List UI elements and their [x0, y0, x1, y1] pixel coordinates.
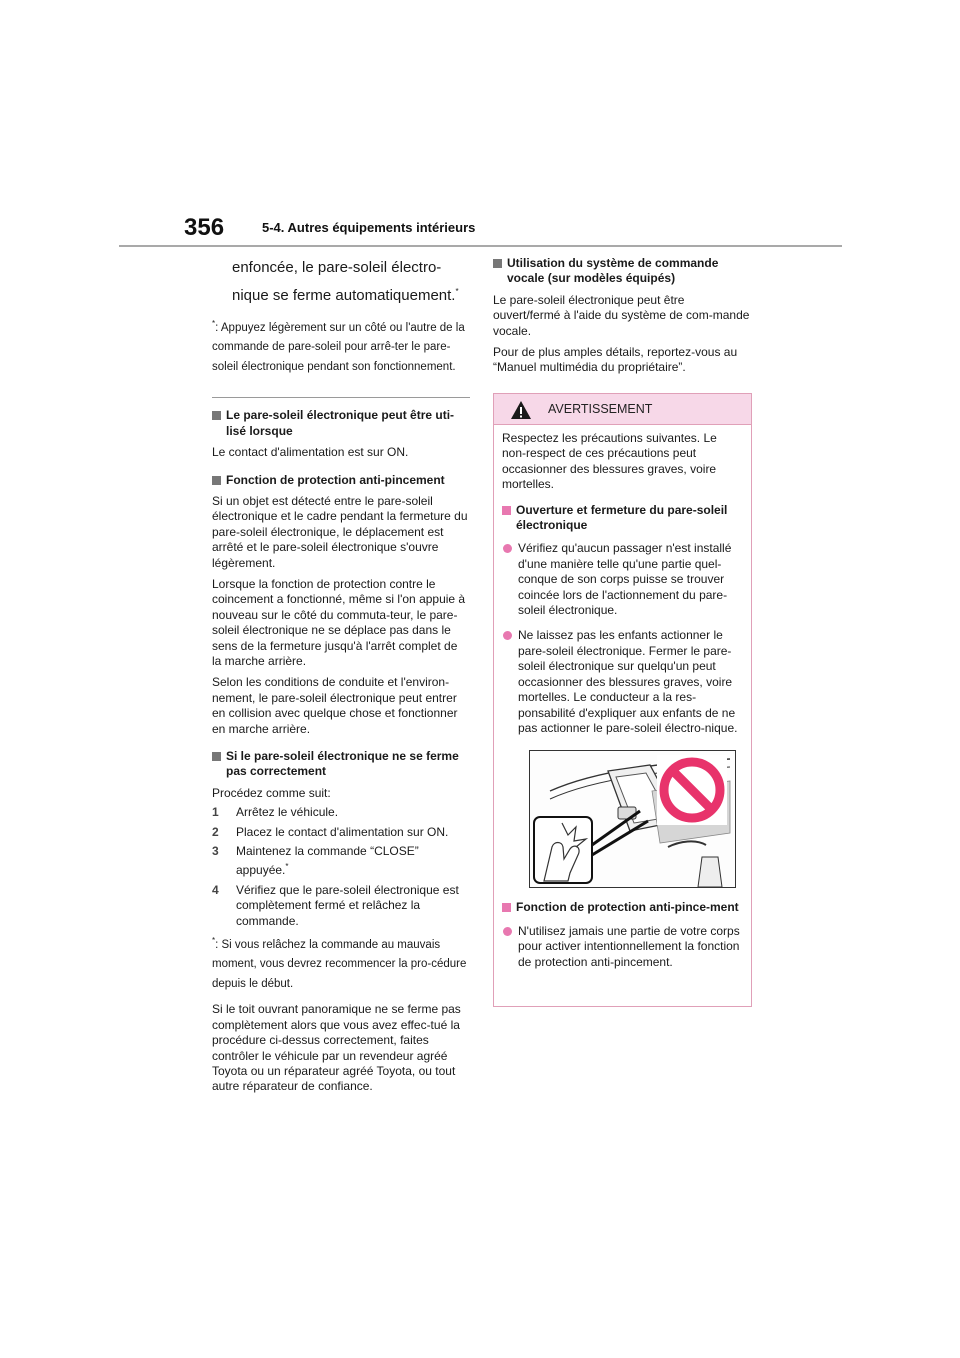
- step-number: 4: [212, 882, 219, 897]
- paragraph: Le pare-soleil électronique peut être ouvert/fermé à l'aide du système de com-mande vocale.: [493, 292, 750, 338]
- heading-text: Le pare-soleil électronique peut être uti-lisé lorsque: [226, 408, 455, 438]
- round-bullet-icon: [503, 544, 512, 553]
- square-bullet-icon: [212, 411, 221, 420]
- warning-triangle-icon: [510, 400, 532, 420]
- heading-text: Fonction de protection anti-pince-ment: [516, 900, 739, 915]
- footnote-1-text: : Appuyez légèrement sur un côté ou l'autre de la commande de pare-soleil pour arrê-ter le pare-soleil électronique pendant son fonctionnement.: [212, 321, 465, 373]
- heading-usable-when: [212, 408, 470, 439]
- bullet-text: Vérifiez qu'aucun passager n'est installé d'une manière telle qu'une partie quel-conque de son corps puisse se trouver coincée lors de l'actionnement du pare-soleil électronique.: [518, 541, 732, 618]
- lead-text-2: [212, 280, 470, 308]
- section-title: 5-4. Autres équipements intérieurs: [262, 220, 476, 235]
- step-text: Arrêtez le véhicule.: [236, 805, 339, 820]
- footnote-marker: *: [285, 862, 289, 872]
- square-bullet-icon: [502, 903, 511, 912]
- warning-box: [493, 393, 752, 1007]
- square-bullet-icon: [212, 476, 221, 485]
- page-number: 356: [184, 214, 225, 241]
- paragraph: Lorsque la fonction de protection contre le coincement a fonctionné, même si l'on appuie à nouveau sur le côté du commuta-teur, le pare-soleil électronique ne se déplace pas dans le sens de la fermeture jusqu'à l'arrêt complet de la marche arrière.: [212, 576, 466, 669]
- step-text: Vérifiez que le pare-soleil électronique est complètement fermé et relâchez la commande.: [236, 882, 459, 928]
- bullet-text: N'utilisez jamais une partie de votre corps pour activer intentionnellement la fonction de protection anti-pincement.: [518, 923, 740, 969]
- footnote-marker: *: [455, 287, 459, 296]
- warning-heading-anti-pinch: [502, 900, 743, 915]
- step-item: [212, 883, 470, 929]
- warning-bullet: [502, 924, 743, 970]
- lead-text: [212, 256, 470, 280]
- footnote-1: [212, 314, 470, 377]
- warning-title: AVERTISSEMENT: [548, 402, 653, 416]
- lead-line-2: nique se ferme automatiquement.: [232, 287, 456, 304]
- warning-intro: Respectez les précautions suivantes. Le non-respect de ces précautions peut occasionner des blessures graves, voire mortelles.: [502, 431, 717, 492]
- step-item: [212, 805, 470, 820]
- step-text: Maintenez la commande “CLOSE” appuyée.: [236, 844, 419, 878]
- heading-text: Utilisation du système de commande vocale (sur modèles équipés): [507, 256, 719, 286]
- paragraph: Le contact d'alimentation est sur ON.: [212, 445, 409, 460]
- paragraph: Selon les conditions de conduite et l'environ-nement, le pare-soleil électronique peut entrer en collision avec quelque chose et fonctionner en marche arrière.: [212, 675, 458, 736]
- left-column: [212, 256, 470, 1095]
- paragraph: Pour de plus amples détails, reportez-vous au “Manuel multimédia du propriétaire”.: [493, 345, 738, 375]
- footnote-2-text: : Si vous relâchez la commande au mauvais moment, vous devrez recommencer la pro-cédure depuis le début.: [212, 938, 467, 990]
- paragraph: Procédez comme suit:: [212, 785, 331, 800]
- warning-illustration: [529, 750, 736, 888]
- square-bullet-icon: [502, 506, 511, 515]
- footnote-2: [212, 931, 470, 994]
- warning-bullet: [502, 628, 743, 736]
- lead-line-1: enfoncée, le pare-soleil électro-: [232, 259, 442, 276]
- footnote-2-asterisk: *: [212, 936, 216, 946]
- heading-voice-command: [493, 256, 751, 287]
- round-bullet-icon: [503, 631, 512, 640]
- heading-text: Fonction de protection anti-pincement: [226, 472, 445, 487]
- step-item: [212, 825, 470, 840]
- heading-text: Ouverture et fermeture du pare-soleil électronique: [516, 502, 728, 533]
- heading-text: Si le pare-soleil électronique ne se ferme pas correctement: [226, 749, 459, 779]
- square-bullet-icon: [212, 752, 221, 761]
- divider: [212, 397, 470, 398]
- heading-anti-pinch: [212, 473, 470, 488]
- step-number: 1: [212, 805, 219, 820]
- paragraph: Si un objet est détecté entre le pare-soleil électronique et le cadre pendant la fermeture du pare-soleil électronique, le déplacement est arrêté et le pare-soleil électronique s'ouvre légèrement.: [212, 493, 468, 570]
- prohibition-icon: [657, 755, 727, 825]
- warning-bullet: [502, 541, 743, 618]
- footnote-1-asterisk: *: [212, 319, 216, 328]
- bullet-text: Ne laissez pas les enfants actionner le pare-soleil électronique. Fermer le pare-soleil électronique sur quelqu'un peut occasionner des blessures graves, voire mortelles. Le conducteur a la res-ponsabilité d'expliquer aux enfants de ne pas actionner le pare-soleil électro-nique.: [518, 628, 738, 735]
- step-text: Placez le contact d'alimentation sur ON.: [236, 824, 449, 839]
- warning-header: [494, 394, 751, 425]
- header-rule: [119, 245, 842, 247]
- heading-not-closing: [212, 749, 470, 780]
- square-bullet-icon: [493, 259, 502, 268]
- round-bullet-icon: [503, 927, 512, 936]
- warning-heading-open-close: [502, 503, 743, 534]
- step-number: 3: [212, 844, 219, 859]
- step-item: [212, 844, 470, 879]
- right-column: [493, 256, 751, 376]
- paragraph: Si le toit ouvrant panoramique ne se ferme pas complètement alors que vous avez effec-tué la procédure ci-dessus correctement, faites contrôler le véhicule par un revendeur agréé Toyota ou un réparateur agréé Toyota, ou tout autre réparateur de confiance.: [212, 1002, 461, 1094]
- warning-body: [494, 425, 751, 970]
- step-number: 2: [212, 824, 219, 839]
